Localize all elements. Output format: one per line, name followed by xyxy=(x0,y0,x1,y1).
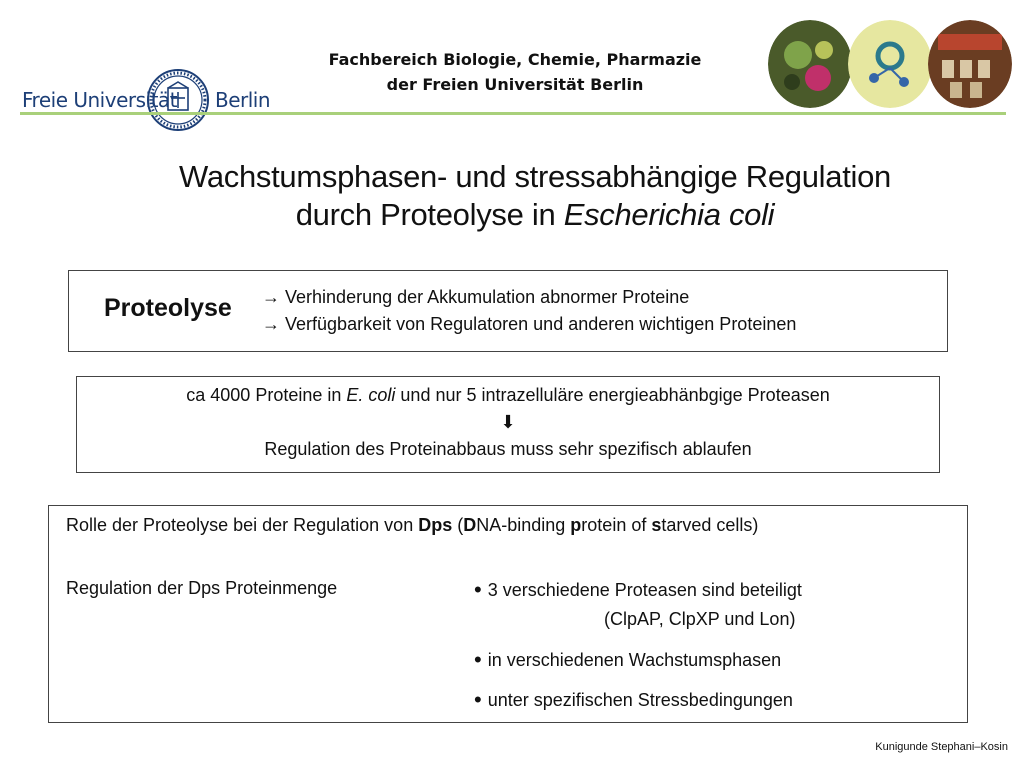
title-organism: Escherichia coli xyxy=(563,197,775,232)
faculty-heading xyxy=(280,47,750,97)
logo-text-right: Berlin xyxy=(215,88,271,112)
protein-count-a: ca 4000 Proteine in xyxy=(186,385,347,405)
dps-heading-b: ( xyxy=(452,515,464,535)
pharmacy-photo-icon xyxy=(928,20,1012,108)
header-photo-strip xyxy=(768,20,1008,110)
dps-heading-c: NA-binding xyxy=(476,515,571,535)
protein-count-organism: E. coli xyxy=(346,385,396,405)
dps-amount-label: Regulation der Dps Proteinmenge xyxy=(66,578,338,598)
proteolysis-point-2-text: Verfügbarkeit von Regulatoren und anderen wichtigen Proteinen xyxy=(285,314,797,334)
faculty-line-2: der Freien Universität Berlin xyxy=(386,75,644,94)
bullet-item-proteases xyxy=(474,576,802,602)
bullet-item-growth-phases xyxy=(474,646,781,672)
fu-berlin-logo xyxy=(22,68,271,130)
title-line-2-prefix: durch Proteolyse in xyxy=(295,197,564,232)
title-line-1: Wachstumsphasen- und stressabhängige Regulation xyxy=(179,159,891,194)
protein-count-b: und nur 5 intrazelluläre energieabhänbgige Proteasen xyxy=(395,385,830,405)
dps-heading-e: tarved cells) xyxy=(661,515,759,535)
right-arrow-icon: → xyxy=(262,314,280,334)
dps-heading-bold-p: p xyxy=(570,515,582,535)
dps-heading-d: rotein of xyxy=(581,515,652,535)
bullet-item-stress-text: unter spezifischen Stressbedingungen xyxy=(487,690,793,710)
title-line-2 xyxy=(100,196,970,234)
dps-heading-bold-s: s xyxy=(651,515,662,535)
protein-count-line xyxy=(76,385,940,406)
author-credit: Kunigunde Stephani–Kosin xyxy=(875,741,1008,753)
header-divider xyxy=(20,112,1006,115)
proteolysis-label: Proteolyse xyxy=(104,294,232,322)
dps-heading-bold-dps: Dps xyxy=(418,515,453,535)
down-arrow-icon: ⬇ xyxy=(500,412,516,432)
right-arrow-icon: → xyxy=(262,287,280,307)
proteolysis-point-1 xyxy=(262,287,689,308)
bullet-item-proteases-text: 3 verschiedene Proteasen sind beteiligt xyxy=(487,580,802,600)
bullet-icon: • xyxy=(474,647,482,672)
dps-heading-a: Rolle der Proteolyse bei der Regulation von xyxy=(66,515,419,535)
slide-title xyxy=(100,158,970,234)
dps-heading xyxy=(66,515,758,536)
molecule-photo-icon xyxy=(848,20,932,108)
faculty-line-1: Fachbereich Biologie, Chemie, Pharmazie xyxy=(328,50,702,69)
plant-photo-icon xyxy=(768,20,852,108)
protease-list: (ClpAP, ClpXP und Lon) xyxy=(604,609,796,629)
dps-heading-bold-d: D xyxy=(463,515,477,535)
bullet-icon: • xyxy=(474,577,482,602)
regulation-conclusion: Regulation des Proteinabbaus muss sehr spezifisch ablaufen xyxy=(264,439,752,459)
bullet-icon: • xyxy=(474,687,482,712)
logo-text-left: Freie Universität xyxy=(22,88,178,112)
proteolysis-point-1-text: Verhinderung der Akkumulation abnormer Proteine xyxy=(285,287,690,307)
bullet-item-stress xyxy=(474,686,793,712)
bullet-item-growth-phases-text: in verschiedenen Wachstumsphasen xyxy=(487,650,782,670)
university-seal-icon xyxy=(146,68,210,132)
proteolysis-point-2 xyxy=(262,314,796,335)
